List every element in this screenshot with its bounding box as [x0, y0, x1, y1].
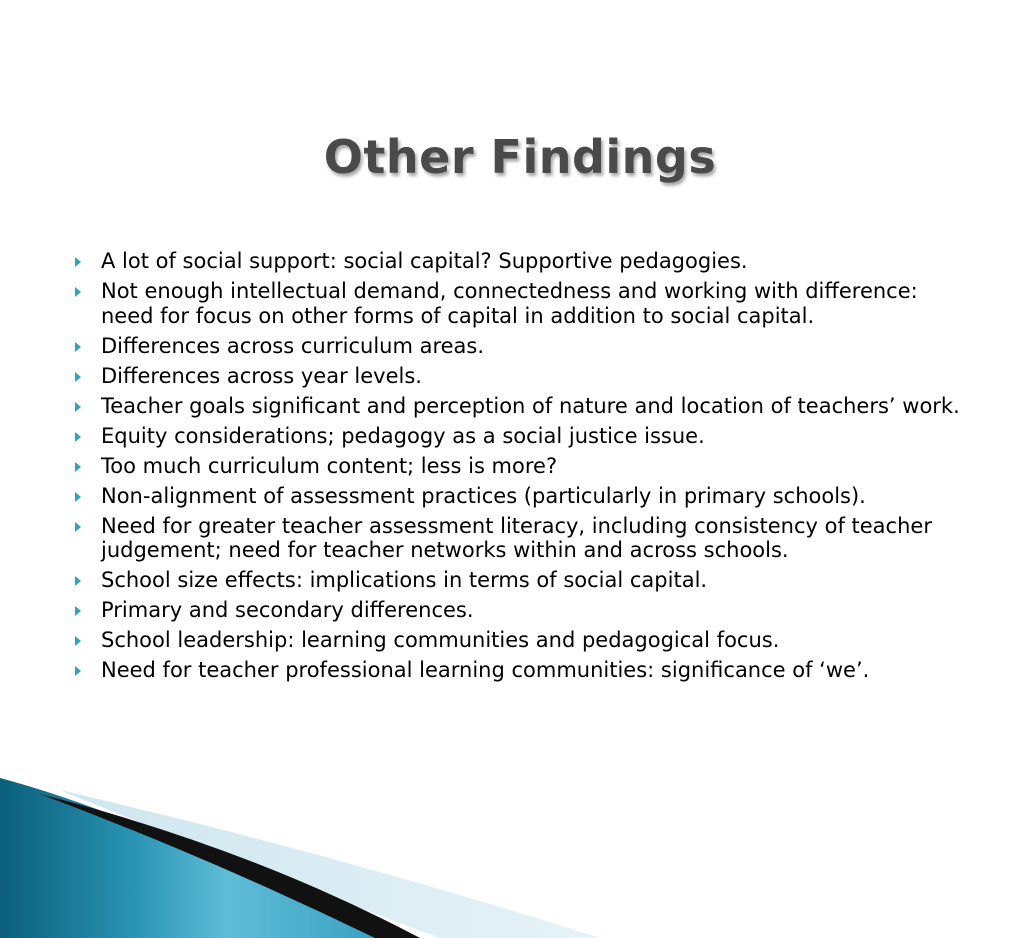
triangle-bullet-icon: [75, 462, 81, 472]
bullet-item: [70, 628, 970, 653]
triangle-bullet-icon: [75, 402, 81, 412]
triangle-bullet-icon: [75, 606, 81, 616]
bullet-item: [70, 598, 970, 623]
bullet-text: Non-alignment of assessment practices (particularly in primary schools).: [101, 483, 866, 508]
bullet-item: [70, 658, 970, 683]
triangle-bullet-icon: [75, 576, 81, 586]
bullet-item: [70, 334, 970, 359]
triangle-bullet-icon: [75, 372, 81, 382]
bullet-text: A lot of social support: social capital? Supportive pedagogies.: [101, 249, 748, 273]
bullet-text: School leadership: learning communities and pedagogical focus.: [101, 628, 780, 652]
bullet-item: [70, 249, 970, 274]
bullet-item: [70, 394, 970, 419]
triangle-bullet-icon: [75, 342, 81, 352]
triangle-bullet-icon: [75, 636, 81, 646]
triangle-bullet-icon: [75, 522, 81, 532]
bullet-item: [70, 424, 970, 449]
bullet-text: Teacher goals significant and perception of nature and location of teachers’ work.: [101, 393, 960, 418]
bullet-item: [70, 454, 970, 479]
bullet-item: [70, 484, 970, 509]
bullet-text: Equity considerations; pedagogy as a social justice issue.: [101, 423, 705, 448]
bullet-text: Primary and secondary differences.: [101, 598, 474, 622]
bullet-item: [70, 364, 970, 389]
bullet-text: Not enough intellectual demand, connectedness and working with difference: need for focus on other forms of capital in addition to social capital.: [101, 279, 918, 328]
bullet-text: Need for greater teacher assessment literacy, including consistency of teacher judgement; need for teacher networks within and across schools.: [101, 513, 932, 562]
slide-title: Other Findings: [323, 130, 717, 184]
bullet-item: [70, 514, 970, 563]
bullet-text: School size effects: implications in terms of social capital.: [101, 568, 708, 592]
triangle-bullet-icon: [75, 432, 81, 442]
bullet-list: [70, 249, 970, 688]
bullet-text: Too much curriculum content; less is more?: [101, 453, 558, 478]
triangle-bullet-icon: [75, 492, 81, 502]
bullet-text: Differences across year levels.: [101, 363, 422, 388]
bullet-text: Need for teacher professional learning communities: significance of ‘we’.: [101, 658, 870, 682]
bullet-text: Differences across curriculum areas.: [101, 333, 485, 358]
bullet-item: [70, 568, 970, 593]
triangle-bullet-icon: [75, 257, 81, 267]
bullet-item: [70, 279, 970, 328]
triangle-bullet-icon: [75, 666, 81, 676]
corner-swoosh-decoration: [0, 778, 1024, 938]
triangle-bullet-icon: [75, 287, 81, 297]
